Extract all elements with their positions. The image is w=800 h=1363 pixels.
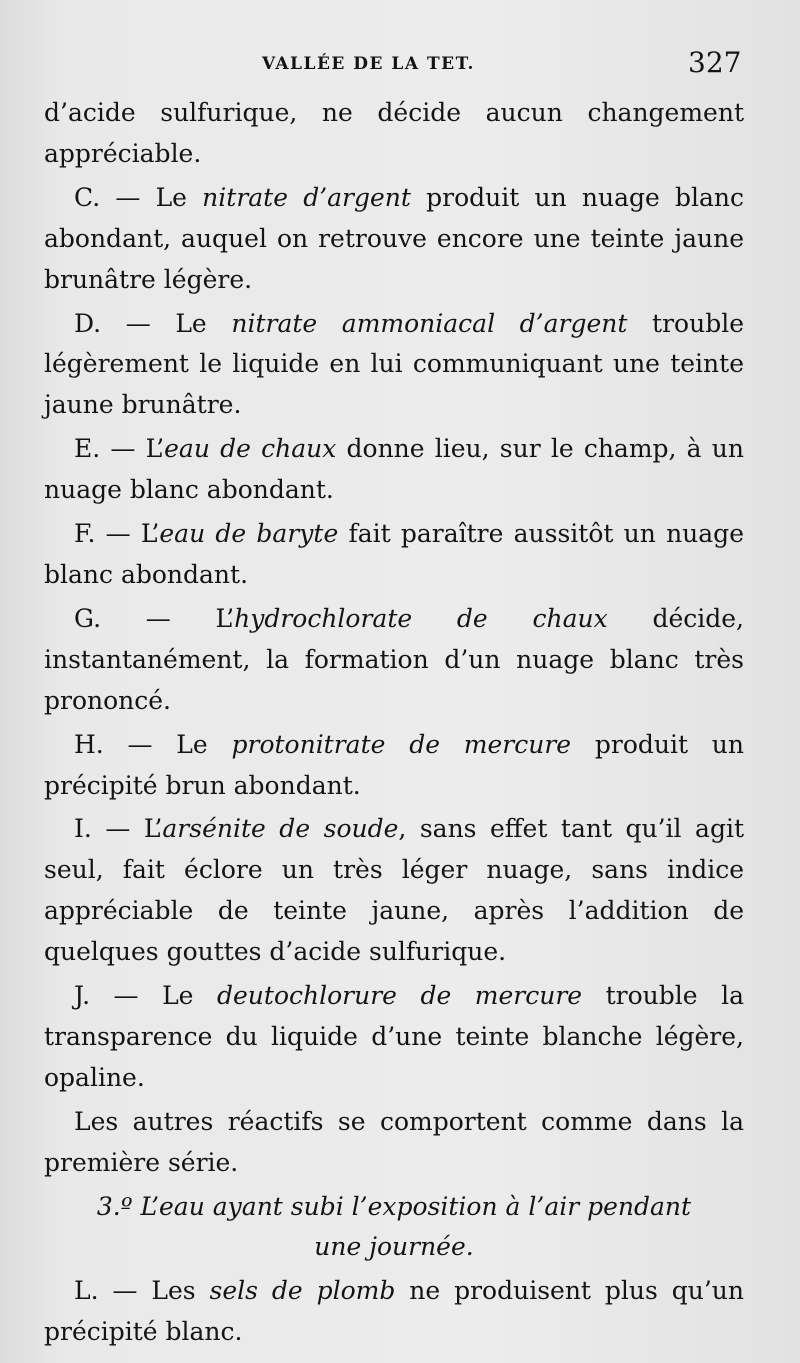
page-header [0,46,800,86]
paragraph-d [44,304,744,427]
reagent-name: eau de baryte [159,519,339,549]
paragraph-text: , sans effet tant qu’il agit seul, fait éclore un très léger nuage, sans indice appréciable de teinte jaune, après l’addition de quelques gouttes d’acide sulfurique. [44,814,744,967]
reagent-name: eau de chaux [164,434,337,464]
paragraph-l [44,1271,744,1353]
paragraph-f [44,514,744,596]
paragraph-continuation: d’acide sulfurique, ne décide aucun changement appréciable. [44,98,744,168]
paragraph-text: trouble légèrement le liquide en lui communiquant une teinte jaune brunâtre. [44,308,744,420]
paragraph-label: E. — L’ [74,434,165,464]
reagent-name: hydrochlorate de chaux [234,603,608,633]
paragraph-label: C. — Le [74,182,203,212]
page-number: 327 [688,46,742,79]
reagent-name: nitrate ammoniacal d’argent [231,308,628,338]
paragraph-text: produit un précipité brun abondant. [44,729,745,800]
paragraph-g [44,599,744,722]
paragraph-label: G. — L’ [74,603,235,633]
reagent-name: nitrate d’argent [202,182,411,212]
paragraph-label: L. — Les [74,1276,210,1306]
section-heading [44,1187,744,1269]
section-heading-line2: une journée. [314,1232,474,1262]
paragraph-e [44,429,744,511]
running-title: VALLÉE DE LA TET. [262,54,475,74]
section-heading-line1: 3.º L’eau ayant subi l’exposition à l’air pendant [96,1191,692,1221]
paragraph-text: décide, instantanément, la formation d’un nuage blanc très prononcé. [44,603,744,715]
reagent-name: protonitrate de mercure [231,729,572,759]
paragraph-j [44,976,744,1099]
paragraph-text: donne lieu, sur le champ, à un nuage blanc abondant. [44,434,744,505]
reagent-name: arsénite de soude [162,814,399,844]
reagent-name: sels de plomb [209,1276,396,1306]
paragraph-text: produit un nuage blanc abondant, auquel on retrouve encore une teinte jaune brunâtre légère. [44,182,745,294]
paragraph-other-reagents: Les autres réactifs se comportent comme dans la première série. [44,1106,744,1177]
paragraph-i [44,809,744,973]
paragraph-text: fait paraître aussitôt un nuage blanc abondant. [44,519,744,589]
paragraph-text: trouble la transparence du liquide d’une teinte blanche légère, opaline. [44,981,744,1092]
paragraph-label: D. — Le [74,308,232,338]
paragraph-label: J. — Le [74,981,217,1011]
body-text [44,93,744,1356]
paragraph-label: H. — Le [74,729,232,759]
paragraph-label: F. — L’ [74,519,160,549]
reagent-name: deutochlorure de mercure [217,981,583,1011]
paragraph-label: I. — L’ [74,814,163,844]
paragraph-text: ne produisent plus qu’un précipité blanc. [44,1276,744,1347]
paragraph-h [44,725,744,807]
paragraph-c [44,178,744,301]
